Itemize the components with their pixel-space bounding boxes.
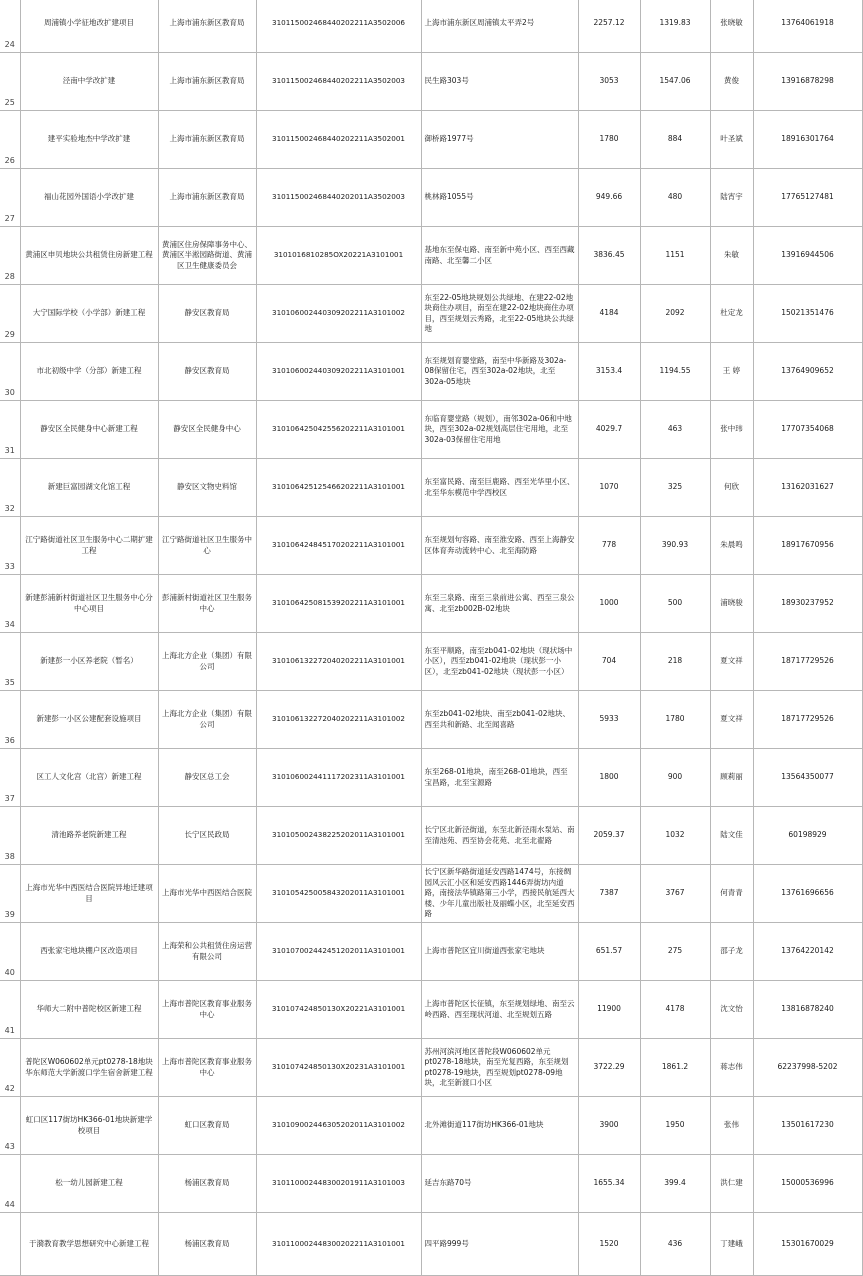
- project-code-cell: 310107424850130X20231A3101001: [256, 1039, 421, 1097]
- table-row: [0, 981, 862, 1039]
- construction-unit-cell: 静安区教育局: [158, 285, 256, 343]
- area-cell: 704: [578, 633, 640, 691]
- phone-cell: 18917670956: [753, 517, 862, 575]
- investment-cell: 463: [640, 401, 710, 459]
- location-cell: 东至平顺路，南至zb041-02地块（现状场中小区），西至zb041-02地块（现状彭一小区），北至zb041-02地块（现状彭一小区）: [421, 633, 578, 691]
- phone-cell: 13501617230: [753, 1097, 862, 1155]
- row-number: 42: [0, 1039, 20, 1097]
- row-number: 40: [0, 923, 20, 981]
- project-name-cell: 于漪教育教学思想研究中心新建工程: [20, 1213, 158, 1276]
- project-code-cell: 310107002442451202011A3101001: [256, 923, 421, 981]
- phone-cell: 13162031627: [753, 459, 862, 517]
- project-name-cell: 华师大二附中普陀校区新建工程: [20, 981, 158, 1039]
- phone-cell: 15021351476: [753, 285, 862, 343]
- phone-cell: 17765127481: [753, 169, 862, 227]
- row-number: 37: [0, 749, 20, 807]
- location-cell: 东至22-05地块规划公共绿地、在建22-02地块商住办项目，南至在建22-02地块商住办项目，西至规划云秀路，北至22-05地块公共绿地: [421, 285, 578, 343]
- construction-unit-cell: 上海市普陀区教育事业服务中心: [158, 1039, 256, 1097]
- construction-unit-cell: 上海市光华中西医结合医院: [158, 865, 256, 923]
- project-code-cell: 310109002446305202011A3101002: [256, 1097, 421, 1155]
- contact-cell: 张中玮: [710, 401, 753, 459]
- table-row: [0, 923, 862, 981]
- project-name-cell: 福山花园外国语小学改扩建: [20, 169, 158, 227]
- location-cell: 东至zb041-02地块、南至zb041-02地块、西至共和新路、北至闻喜路: [421, 691, 578, 749]
- contact-cell: 丁建峨: [710, 1213, 753, 1276]
- construction-unit-cell: 上海市浦东新区教育局: [158, 111, 256, 169]
- project-code-cell: 310105002438225202011A3101001: [256, 807, 421, 865]
- investment-cell: 4178: [640, 981, 710, 1039]
- project-name-cell: 普陀区W060602单元pt0278-18地块华东师范大学新渡口学生宿舍新建工程: [20, 1039, 158, 1097]
- phone-cell: 13764061918: [753, 0, 862, 53]
- investment-cell: 1319.83: [640, 0, 710, 53]
- construction-unit-cell: 彭浦新村街道社区卫生服务中心: [158, 575, 256, 633]
- table-row: [0, 517, 862, 575]
- construction-unit-cell: 静安区文物史料馆: [158, 459, 256, 517]
- table-row: [0, 1213, 862, 1276]
- table-row: [0, 1155, 862, 1213]
- row-number: 32: [0, 459, 20, 517]
- project-name-cell: 静安区全民健身中心新建工程: [20, 401, 158, 459]
- contact-cell: 蒋志伟: [710, 1039, 753, 1097]
- phone-cell: 13916878298: [753, 53, 862, 111]
- construction-unit-cell: 杨浦区教育局: [158, 1213, 256, 1276]
- phone-cell: 60198929: [753, 807, 862, 865]
- row-number: 29: [0, 285, 20, 343]
- contact-cell: 洪仁建: [710, 1155, 753, 1213]
- contact-cell: 何青青: [710, 865, 753, 923]
- investment-cell: 1780: [640, 691, 710, 749]
- project-code-cell: 310106132272040202211A3101002: [256, 691, 421, 749]
- project-name-cell: 区工人文化宫（北宫）新建工程: [20, 749, 158, 807]
- area-cell: 3722.29: [578, 1039, 640, 1097]
- area-cell: 3836.45: [578, 227, 640, 285]
- construction-unit-cell: 黄浦区住房保障事务中心、黄浦区半淞园路街道、黄浦区卫生健康委员会: [158, 227, 256, 285]
- row-number: 35: [0, 633, 20, 691]
- table-row: [0, 807, 862, 865]
- row-number: 25: [0, 53, 20, 111]
- location-cell: 上海市普陀区宜川街道西张家宅地块: [421, 923, 578, 981]
- area-cell: 1520: [578, 1213, 640, 1276]
- investment-cell: 1861.2: [640, 1039, 710, 1097]
- row-number: 34: [0, 575, 20, 633]
- investment-cell: 1950: [640, 1097, 710, 1155]
- project-name-cell: 建平实验地杰中学改扩建: [20, 111, 158, 169]
- phone-cell: 18717729526: [753, 691, 862, 749]
- investment-cell: 900: [640, 749, 710, 807]
- location-cell: 四平路999号: [421, 1213, 578, 1276]
- project-code-cell: 310115002468440202211A3502006: [256, 0, 421, 53]
- project-code-cell: 310106425081539202211A3101001: [256, 575, 421, 633]
- project-name-cell: 虹口区117街坊HK366-01地块新建学校项目: [20, 1097, 158, 1155]
- row-number: 38: [0, 807, 20, 865]
- table-row: [0, 227, 862, 285]
- location-cell: 东临育婴堂路（规划），南邻302a-06和中地块，西至302a-02规划高层住宅用地，北至302a-03保留住宅用地: [421, 401, 578, 459]
- contact-cell: 邵子龙: [710, 923, 753, 981]
- construction-unit-cell: 上海北方企业（集团）有限公司: [158, 633, 256, 691]
- phone-cell: 13564350077: [753, 749, 862, 807]
- project-name-cell: 新建彭一小区养老院（暂名）: [20, 633, 158, 691]
- construction-unit-cell: 江宁路街道社区卫生服务中心: [158, 517, 256, 575]
- project-name-cell: 市北初级中学（分部）新建工程: [20, 343, 158, 401]
- contact-cell: 叶圣斌: [710, 111, 753, 169]
- table-row: [0, 691, 862, 749]
- area-cell: 2257.12: [578, 0, 640, 53]
- table-row: [0, 1097, 862, 1155]
- project-code-cell: 310106424845170202211A3101001: [256, 517, 421, 575]
- area-cell: 1000: [578, 575, 640, 633]
- table-row: [0, 285, 862, 343]
- contact-cell: 王 婷: [710, 343, 753, 401]
- row-number: 30: [0, 343, 20, 401]
- table-row: [0, 575, 862, 633]
- construction-unit-cell: 上海荣和公共租赁住房运营有限公司: [158, 923, 256, 981]
- phone-cell: 13916944506: [753, 227, 862, 285]
- phone-cell: 13764220142: [753, 923, 862, 981]
- construction-unit-cell: 上海市浦东新区教育局: [158, 53, 256, 111]
- project-name-cell: 大宁国际学校（小学部）新建工程: [20, 285, 158, 343]
- area-cell: 7387: [578, 865, 640, 923]
- row-number: 27: [0, 169, 20, 227]
- contact-cell: 张伟: [710, 1097, 753, 1155]
- area-cell: 3153.4: [578, 343, 640, 401]
- construction-unit-cell: 静安区总工会: [158, 749, 256, 807]
- project-code-cell: 310115002468440202211A3502001: [256, 111, 421, 169]
- phone-cell: 18916301764: [753, 111, 862, 169]
- construction-unit-cell: 虹口区教育局: [158, 1097, 256, 1155]
- construction-unit-cell: 上海市浦东新区教育局: [158, 0, 256, 53]
- phone-cell: 18717729526: [753, 633, 862, 691]
- project-code-cell: 310115002468440202011A3502003: [256, 169, 421, 227]
- area-cell: 2059.37: [578, 807, 640, 865]
- investment-cell: 1032: [640, 807, 710, 865]
- area-cell: 3053: [578, 53, 640, 111]
- investment-cell: 436: [640, 1213, 710, 1276]
- project-code-cell: 310105425005843202011A3101001: [256, 865, 421, 923]
- investment-cell: 218: [640, 633, 710, 691]
- contact-cell: 朱晨鸣: [710, 517, 753, 575]
- row-number: 39: [0, 865, 20, 923]
- location-cell: 东至三泉路、南至三泉前进公寓、西至三泉公寓、北至zb002B-02地块: [421, 575, 578, 633]
- project-name-cell: 周浦镇小学征地改扩建项目: [20, 0, 158, 53]
- project-name-cell: 新建巨富园湖文化馆工程: [20, 459, 158, 517]
- contact-cell: 张晓敏: [710, 0, 753, 53]
- project-code-cell: 310106425125466202211A3101001: [256, 459, 421, 517]
- construction-unit-cell: 长宁区民政局: [158, 807, 256, 865]
- table-row: [0, 865, 862, 923]
- contact-cell: 夏文祥: [710, 691, 753, 749]
- contact-cell: 顾莉丽: [710, 749, 753, 807]
- row-number: 44: [0, 1155, 20, 1213]
- investment-cell: 390.93: [640, 517, 710, 575]
- project-code-cell: 310106002441117202311A3101001: [256, 749, 421, 807]
- location-cell: 延吉东路70号: [421, 1155, 578, 1213]
- phone-cell: 18930237952: [753, 575, 862, 633]
- construction-unit-cell: 上海市浦东新区教育局: [158, 169, 256, 227]
- table-row: [0, 111, 862, 169]
- contact-cell: 夏文祥: [710, 633, 753, 691]
- row-number: 24: [0, 0, 20, 53]
- construction-unit-cell: 上海市普陀区教育事业服务中心: [158, 981, 256, 1039]
- phone-cell: 13761696656: [753, 865, 862, 923]
- area-cell: 5933: [578, 691, 640, 749]
- area-cell: 3900: [578, 1097, 640, 1155]
- investment-cell: 1547.06: [640, 53, 710, 111]
- phone-cell: 62237998-5202: [753, 1039, 862, 1097]
- project-code-cell: 310110002448300202211A3101001: [256, 1213, 421, 1276]
- location-cell: 上海市普陀区长征镇，东至规划绿地、南至云岭西路、西至现状河道、北至规划五路: [421, 981, 578, 1039]
- area-cell: 778: [578, 517, 640, 575]
- location-cell: 上海市浦东新区周浦镇太平弄2号: [421, 0, 578, 53]
- project-code-cell: 3101016810285OX20221A3101001: [256, 227, 421, 285]
- row-number: [0, 1213, 20, 1276]
- location-cell: 长宁区新华路街道延安西路1474号，东接绸园风云汇小区和延安西路1446弄街坊内道路，南接法华镇路第三小学，西接民航延西大楼、少年儿童出版社及丽蝶小区，北至延安西路: [421, 865, 578, 923]
- investment-cell: 884: [640, 111, 710, 169]
- row-number: 31: [0, 401, 20, 459]
- table-row: [0, 459, 862, 517]
- area-cell: 4184: [578, 285, 640, 343]
- investment-cell: 1151: [640, 227, 710, 285]
- project-code-cell: 310106002440309202211A3101001: [256, 343, 421, 401]
- location-cell: 桃林路1055号: [421, 169, 578, 227]
- table-row: [0, 0, 862, 53]
- project-name-cell: 江宁路街道社区卫生服务中心二期扩建工程: [20, 517, 158, 575]
- location-cell: 长宁区北新泾街道，东至北新泾雨水泵站、南至清池苑、西至协会花苑、北至北翟路: [421, 807, 578, 865]
- location-cell: 东至规划育婴堂路，南至中华新路及302a-08保留住宅，西至302a-02地块，北至302a-05地块: [421, 343, 578, 401]
- area-cell: 1780: [578, 111, 640, 169]
- investment-cell: 399.4: [640, 1155, 710, 1213]
- contact-cell: 杜定龙: [710, 285, 753, 343]
- table-row: [0, 169, 862, 227]
- project-code-cell: 310106132272040202211A3101001: [256, 633, 421, 691]
- row-number: 36: [0, 691, 20, 749]
- table-row: [0, 343, 862, 401]
- location-cell: 东至规划句容路、南至淮安路、西至上海静安区体育奔动流转中心、北至海防路: [421, 517, 578, 575]
- construction-unit-cell: 上海北方企业（集团）有限公司: [158, 691, 256, 749]
- area-cell: 949.66: [578, 169, 640, 227]
- construction-unit-cell: 静安区教育局: [158, 343, 256, 401]
- construction-unit-cell: 杨浦区教育局: [158, 1155, 256, 1213]
- location-cell: 民生路303号: [421, 53, 578, 111]
- table-row: [0, 1039, 862, 1097]
- project-name-cell: 新建彭浦新村街道社区卫生服务中心分中心项目: [20, 575, 158, 633]
- table-row: [0, 749, 862, 807]
- row-number: 33: [0, 517, 20, 575]
- phone-cell: 13816878240: [753, 981, 862, 1039]
- row-number: 41: [0, 981, 20, 1039]
- contact-cell: 何欣: [710, 459, 753, 517]
- project-name-cell: 泾南中学改扩建: [20, 53, 158, 111]
- area-cell: 11900: [578, 981, 640, 1039]
- project-name-cell: 黄浦区申贝地块公共租赁住房新建工程: [20, 227, 158, 285]
- phone-cell: 13764909652: [753, 343, 862, 401]
- project-name-cell: 清池路养老院新建工程: [20, 807, 158, 865]
- project-code-cell: 310110002448300201911A3101003: [256, 1155, 421, 1213]
- contact-cell: 陆宵宇: [710, 169, 753, 227]
- contact-cell: 浦晓骏: [710, 575, 753, 633]
- contact-cell: 沈文怡: [710, 981, 753, 1039]
- location-cell: 北外滩街道117街坊HK366-01地块: [421, 1097, 578, 1155]
- project-name-cell: 西张家宅地块棚户区改造项目: [20, 923, 158, 981]
- project-code-cell: 310106425042556202211A3101001: [256, 401, 421, 459]
- investment-cell: 480: [640, 169, 710, 227]
- row-number: 43: [0, 1097, 20, 1155]
- project-name-cell: 上海市光华中西医结合医院异地迁建项目: [20, 865, 158, 923]
- area-cell: 4029.7: [578, 401, 640, 459]
- investment-cell: 325: [640, 459, 710, 517]
- area-cell: 1070: [578, 459, 640, 517]
- row-number: 26: [0, 111, 20, 169]
- construction-unit-cell: 静安区全民健身中心: [158, 401, 256, 459]
- phone-cell: 15301670029: [753, 1213, 862, 1276]
- investment-cell: 500: [640, 575, 710, 633]
- project-code-cell: 310107424850130X20221A3101001: [256, 981, 421, 1039]
- area-cell: 1655.34: [578, 1155, 640, 1213]
- table-row: [0, 401, 862, 459]
- area-cell: 1800: [578, 749, 640, 807]
- project-code-cell: 310115002468440202211A3502003: [256, 53, 421, 111]
- project-code-cell: 310106002440309202211A3101002: [256, 285, 421, 343]
- investment-cell: 3767: [640, 865, 710, 923]
- project-name-cell: 松一幼儿园新建工程: [20, 1155, 158, 1213]
- investment-cell: 2092: [640, 285, 710, 343]
- location-cell: 东至富民路、南至巨鹿路、西至光华里小区、北至华东模范中学西校区: [421, 459, 578, 517]
- location-cell: 御桥路1977号: [421, 111, 578, 169]
- table-row: [0, 53, 862, 111]
- table-row: [0, 633, 862, 691]
- investment-cell: 1194.55: [640, 343, 710, 401]
- contact-cell: 黄俊: [710, 53, 753, 111]
- contact-cell: 陆文佳: [710, 807, 753, 865]
- location-cell: 基地东至保屯路、南至新中苑小区、西至西藏南路、北至馨二小区: [421, 227, 578, 285]
- phone-cell: 15000536996: [753, 1155, 862, 1213]
- area-cell: 651.57: [578, 923, 640, 981]
- phone-cell: 17707354068: [753, 401, 862, 459]
- investment-cell: 275: [640, 923, 710, 981]
- row-number: 28: [0, 227, 20, 285]
- location-cell: 东至268-01地块，南至268-01地块，西至宝昌路，北至宝源路: [421, 749, 578, 807]
- project-name-cell: 新建彭一小区公建配套设施项目: [20, 691, 158, 749]
- location-cell: 苏州河滨河地区普陀段W060602单元pt0278-18地块，南至光复西路，东至规划pt0278-19地块，西至规划pt0278-09地块，北至新渡口小区: [421, 1039, 578, 1097]
- contact-cell: 朱敏: [710, 227, 753, 285]
